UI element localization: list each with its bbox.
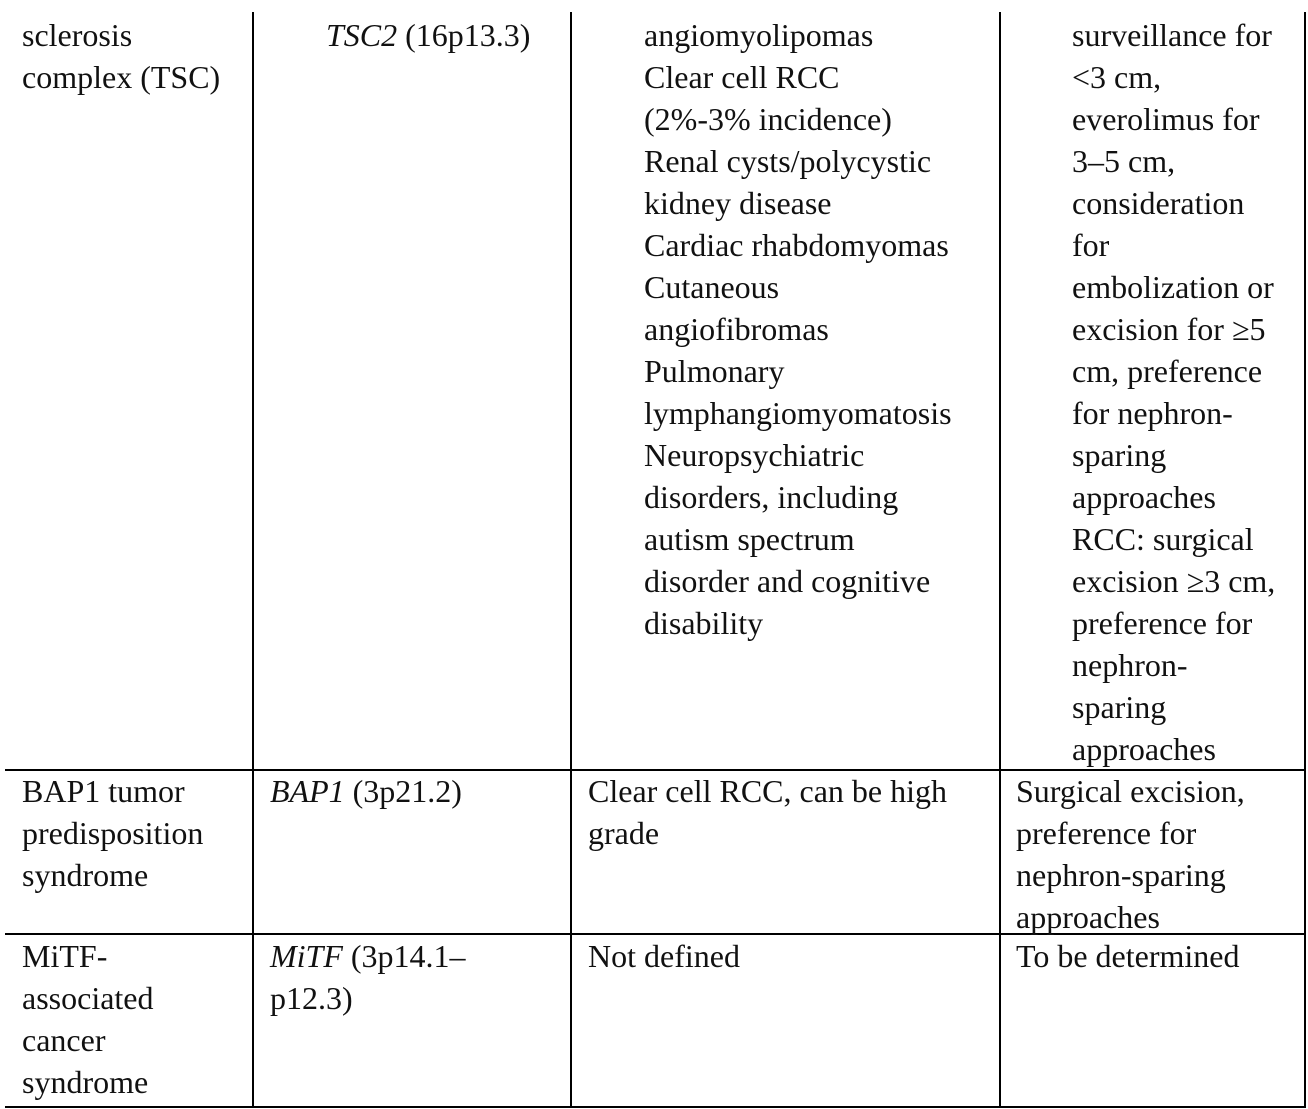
column-divider-left (252, 12, 254, 1107)
management-text: excision for ≥5 (1072, 311, 1266, 347)
manifestation-item: lymphangiomyomatosis (644, 395, 952, 431)
gene-cell-bap1 (270, 770, 462, 812)
management-text: for (1072, 227, 1110, 263)
management-text: embolization or (1072, 269, 1274, 305)
syndrome-text: sclerosis (22, 17, 133, 53)
manifestation-item: grade (588, 815, 660, 851)
management-text: excision ≥3 cm, (1072, 563, 1276, 599)
syndrome-text: predisposition (22, 815, 204, 851)
management-text: 3–5 cm, (1072, 143, 1176, 179)
syndrome-text: MiTF- (22, 938, 108, 974)
column-divider-right-lower (1304, 770, 1306, 1107)
syndrome-cell-bap1 (22, 770, 203, 896)
gene-cell-tsc (326, 14, 530, 56)
manifestation-item: Pulmonary (644, 353, 785, 389)
manifestations-cell-bap1 (588, 770, 947, 854)
gene-cell-mitf (270, 935, 466, 1019)
gene-locus: (16p13.3) (397, 17, 531, 53)
column-divider-manifestations (999, 12, 1001, 1107)
manifestation-item: autism spectrum (644, 521, 855, 557)
manifestations-cell-tsc (644, 14, 952, 644)
manifestation-item: kidney disease (644, 185, 832, 221)
column-divider-gene (570, 12, 572, 1107)
gene-locus-continued: p12.3) (270, 980, 353, 1016)
management-text: nephron- (1072, 647, 1188, 683)
management-text: Surgical excision, (1016, 773, 1245, 809)
management-text: To be determined (1016, 938, 1240, 974)
management-text: preference for (1016, 815, 1197, 851)
management-text: sparing (1072, 437, 1167, 473)
manifestation-item: Renal cysts/polycystic (644, 143, 932, 179)
management-cell-mitf (1016, 935, 1239, 977)
gene-locus: (3p14.1– (342, 938, 466, 974)
management-text: nephron-sparing (1016, 857, 1226, 893)
gene-text (326, 14, 530, 56)
gene-name: MiTF (270, 938, 343, 974)
syndrome-text: associated (22, 980, 154, 1016)
management-text: sparing (1072, 689, 1167, 725)
management-text: approaches (1072, 731, 1216, 767)
management-text: RCC: surgical (1072, 521, 1254, 557)
syndrome-cell-tsc (22, 14, 220, 98)
management-text: everolimus for (1072, 101, 1260, 137)
manifestation-item: disorders, including (644, 479, 899, 515)
management-text: consideration (1072, 185, 1245, 221)
manifestation-item: Cardiac rhabdomyomas (644, 227, 949, 263)
syndrome-text: syndrome (22, 857, 149, 893)
gene-text (270, 935, 466, 977)
syndrome-text: complex (TSC) (22, 59, 221, 95)
management-text: <3 cm, (1072, 59, 1162, 95)
gene-name: TSC2 (326, 17, 398, 53)
syndrome-cell-mitf (22, 935, 154, 1103)
gene-text (270, 770, 462, 812)
management-text: preference for (1072, 605, 1253, 641)
management-text: cm, preference (1072, 353, 1263, 389)
management-text: surveillance for (1072, 17, 1272, 53)
manifestation-item: disorder and cognitive (644, 563, 931, 599)
manifestation-item: (2%-3% incidence) (644, 101, 892, 137)
manifestation-item: Clear cell RCC, can be high (588, 773, 948, 809)
manifestation-item: disability (644, 605, 764, 641)
manifestation-item: Clear cell RCC (644, 59, 840, 95)
manifestations-cell-mitf (588, 935, 740, 977)
manifestation-item: angiomyolipomas (644, 17, 874, 53)
management-text: for nephron- (1072, 395, 1233, 431)
gene-locus: (3p21.2) (344, 773, 462, 809)
management-text: approaches (1072, 479, 1216, 515)
manifestation-item: angiofibromas (644, 311, 829, 347)
syndrome-text: BAP1 tumor (22, 773, 185, 809)
management-cell-tsc (1072, 14, 1275, 770)
table-bottom-border (5, 1106, 1306, 1108)
manifestation-item: Not defined (588, 938, 740, 974)
gene-name: BAP1 (270, 773, 345, 809)
manifestation-item: Neuropsychiatric (644, 437, 865, 473)
management-text: approaches (1016, 899, 1160, 935)
management-cell-bap1 (1016, 770, 1245, 938)
syndrome-text: cancer (22, 1022, 106, 1058)
manifestation-item: Cutaneous (644, 269, 780, 305)
syndrome-text: syndrome (22, 1064, 149, 1100)
column-divider-right (1304, 12, 1306, 770)
